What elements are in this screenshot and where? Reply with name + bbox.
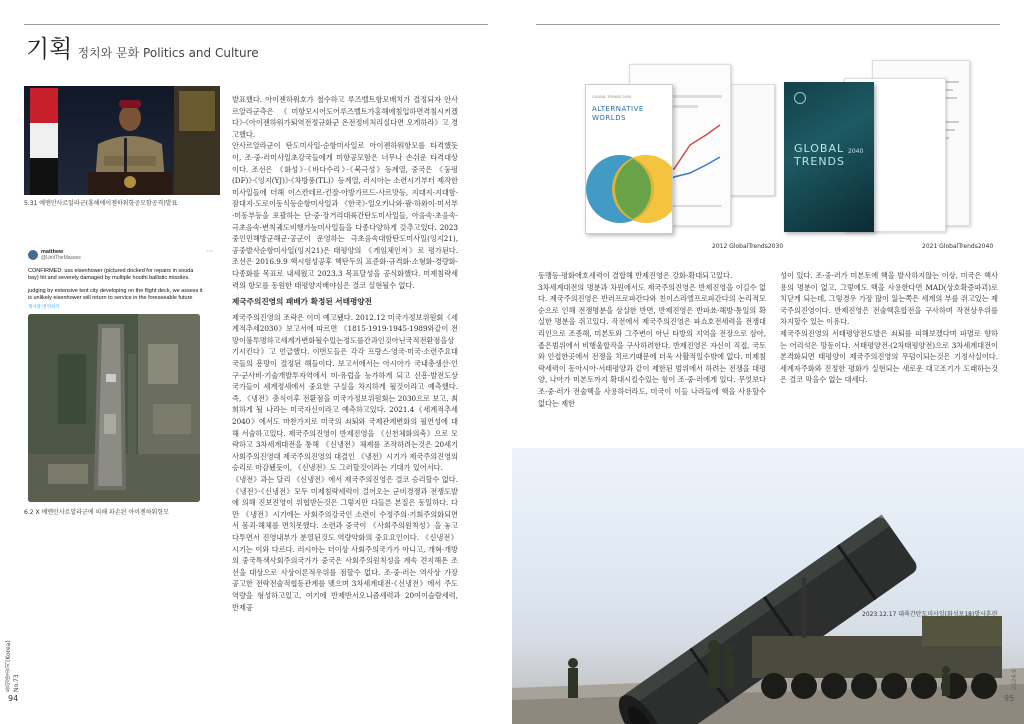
tweet-card — [24, 246, 220, 514]
header-rule-right — [536, 24, 1000, 25]
section-heading: 제국주의진영의 패배가 확정된 서태평양전 — [232, 297, 372, 307]
translate-link[interactable]: 게시물 번역하기 — [28, 304, 60, 309]
issue-date-label: 2024.9 — [1011, 669, 1018, 690]
tweet-text-2: judging by extensive tent city developing on the flight deck, we assess it is unlikely eisenhower will return to service in the foreseeable future — [28, 288, 203, 301]
report2-title-line1: GLOBAL — [794, 142, 845, 155]
press-conference-photo — [24, 86, 220, 195]
left-body-column — [232, 94, 458, 613]
report2-title-line2: TRENDS — [794, 155, 845, 168]
satellite-illustration — [28, 314, 200, 502]
right-page-number: 95 — [1004, 694, 1015, 703]
tweet-author: matthew — [41, 249, 64, 255]
avatar — [28, 250, 38, 260]
missile-caption: 2023.12.17 대륙간탄도미사일(화성포18)발사훈련 — [862, 611, 998, 618]
right-body-column-1 — [538, 270, 766, 409]
photo1-caption: 5.31 예멘안사르알라군(홍해에이젠하워항공모함공격)발표 — [24, 200, 178, 207]
paragraph: 안사르알라군이 탄도미사일·순항미사일로 아이젠하워항모를 타격했듯이, 조·중·러미사일초강국들에게 미항공모함은 너무나 손쉬운 타격대상이다. 조선은 《화성》·《바다수리》·《북극성》등계열, 중국은 《둥펑(DF)》·《잉지(YJ)》·《차방풍(TL)》등계열, 러시아는 소련시기부터 제작한 미사일들에 더해 이스칸데르·킨잘·아방가르드·사르맛등, 지대지·지대함·잠대지·도로이동식등순항미사일과 《한국》·일오키나와·괌·하와이·미서부·미동부등을 포괄하는 단·중·장거리대륙간탄도미사일들, 아음속·초음속·극초음속·변칙궤도비행가능미사일들을 다종다양하게 갖추고있다. 2023 중인민해방군해군·공군이 운영하는 극초음속대함탄도미사일(잉지21), 공중발사순항미사일(잉지21)은 태평양의 《게임체인저》로 평가된다. 조선은 2016.9.9 핵시험성공후 핵탄두의 표준화·규격화·소형화·경량화·다종화를 목표로 내세웠고 2023.3 목표달성을 공식화했다. 미제침략세력의 항모를 동원한 태평양지배야심은 결코 실현될수 없다. — [232, 141, 458, 290]
report1-caption: 2012 GlobalTrends2030 — [712, 243, 784, 250]
more-icon: ··· — [206, 248, 213, 255]
paragraph: 성이 있다. 조·중·러가 미본토에 핵을 발사하지않는 이상, 미국은 핵사용의 명분이 없고, 그렇에도 핵을 사용한다면 MAD(상호확증파괴)로 치닫게 되는데, 그렇경우 가장 많이 잃는쪽은 세계의 부를 쥐고있는 제국주의진영이다. 반제진영은 전술핵혼합전을 구사하며 작전상우위를 차지할수 있는 이유다. — [780, 271, 998, 327]
report2-emblem — [794, 92, 806, 104]
report1-title-line2: WORLDS — [592, 114, 627, 122]
tweet-text-1: CONFIRMED: uss eisenhower (pictured docked for repairs in souda bay) hit and severely damaged by multiple houthi ballistic missiles. — [28, 268, 194, 281]
report2-caption: 2021 GlobalTrends2040 — [922, 243, 994, 250]
section-header — [26, 29, 259, 64]
report-cover-2030 — [585, 84, 673, 234]
report1-title-line1: ALTERNATIVE — [592, 105, 644, 113]
magazine-side-label: 통일방송지(Korea) No.73 — [5, 640, 20, 692]
report-2030-covers — [585, 60, 775, 240]
left-page-number: 94 — [8, 694, 19, 703]
tweet-handle: @UnitTheMasses — [41, 255, 81, 261]
right-body-column-2 — [780, 270, 998, 386]
report1-small-label: GLOBAL TRENDS 2030 — [592, 95, 632, 99]
paragraph: 동맹등·평화애호세력이 결합해 반제진영은 강화·확대되고있다. — [538, 271, 733, 280]
paragraph: 발표했다. 아이젠하워호가 철수하고 루즈벨트항모배치가 결정되자 안사르알라군측은 《미항모시어도어루즈벨트가홍해에침입하면격침시키겠다》·《아이젠하워가퇴역전정규화군 온전정비처리실다면 오게하라》고 경고했다. — [232, 95, 458, 139]
header-rule-left — [24, 24, 488, 25]
photo2-caption: 6.2 X 예멘안사르알라군에 의해 파손된 아이젠하워항모 — [24, 509, 169, 516]
satellite-image — [28, 314, 200, 502]
report-cover-2040 — [784, 82, 874, 232]
paragraph: 《냉전》과는 달리 《신냉전》에서 제국주의진영은 결코 승리할수 없다. 《냉전》·《신냉전》모두 미제침략세력이 걸어오는 군비경쟁과 전쟁도발에 의해 진보진영이 위협받는것은 그렇지만 다들른 본질은 동일하다. 다만 《냉전》시기에는 사회주의강국인 소련이 수정주의·기회주의화되면서 몸괴·해체를 면치못했다. 소련과 중국이 《사회주의원칙성》을 놓고 다투면서 진영내부가 분열된것도 역량약화의 중요요인이다. 《신냉전》시기는 이와 다르다. 러시아는 더이상 사회주의국가가 아니고, 개혁·개방의 중국특색사회주의국가가 중국은 사회주의원칙성을 계속 견지해온 조선을 대상으로 사상이론적우위를 점할수 없다. 조·중·러는 역사상 가장 공고한 전략전술적협동관계를 맺으며 3차세계대전·《신냉전》에서 주도역량을 형성하고있고, 여기에 반제반서오니즘세력과 20여이슬람세력, 반제공 — [232, 475, 458, 612]
paragraph: 제국주의진영의 조락은 이미 예고됐다. 2012.12 미국가정보위원회《세계적추세2030》보고서에 따르면 《1815·1919·1945·1989와같이 전망이불투명하고세계가변화될수있는정도를간과인것아닌국적전환점을상기시킨다》고 언급했다. 이번도들은 각각 프랑스·영국·미국·소련주요대국들의 흥망이 결정된 해들이다. 보고서에서는 아시아가 국내총생산·인구·군사비·기술개발투자역에서 미·유럽을 능가하게 되고 신흥·발전도상국가들이 세계정세에서 중요한 구실을 차지하게 될것이라고 예측했다. 즉, 《냉전》총식이후 전환점을 미국가정보위원회는 2030으로 보고, 최희하게 될 나라는 미국자신이라고 예측하고있다. 2021.4《세계적추세2040》에서도 마찬가지로 미국의 쇠퇴와 국제관계변화의 필연성에 대해 서술하고있다. 제국주의진영이 반제진영을 《신천체화의축》으로 모략하고 3차세계대전을 통해 《신냉전》체제를 조작하려는것은 20세기 사회주의진영대 제국주의진영의 대결인 《냉전》시기가 제국주의진영의 승리로 마감됐듯이, 《신냉전》도 그러할것이라는 기대가 있어서다. — [232, 312, 458, 473]
missile-illustration — [512, 448, 1024, 724]
press-conference-illustration — [24, 86, 220, 195]
report-2040-covers — [784, 58, 984, 238]
section-subtitle: 정치와 문화 Politics and Culture — [77, 46, 259, 60]
report2-year: 2040 — [848, 148, 864, 155]
paragraph: 3차세계대전의 명분과 차원에서도 제국주의진영은 반제진영을 이길수 없다. 제국주의진영은 반러프로파간다와 친이스라엘프로파간다의 논리적모순으로 인해 전쟁명분을 상실한 반면, 반제진영은 반파쑈·해방·통일의 확실한 명분을 쥐고있다. 작전에서 제국주의진영은 파쇼호전세력을 전쟁대리인으로 조종해, 미본토와 그주변이 아닌 타방의 지역을 전장으로 삼아, 좁은범위에서 비행울합작을 구사하려한다. 반제진영은 자신이 직접, 국토와 인접한곳에서 전쟁을 치르기때문에 더욱 사활적일수밖에 없다. 미제침략세력이 동아시아·서태평양과 같이 제한된 범위에서 하려는 전쟁을 대평양, 나아가 미본토까지 확대시킬수있는 힘이 조·중·러에게 있다. 무엇보다 조·중·러가 전술핵을 사용하더라도, 미국이 이들 나라들에 핵을 사용할수 없다는 제한 — [538, 282, 766, 408]
globe-overlap-icon — [586, 145, 672, 233]
paragraph: 제국주의진영의 서태평양전도발은 쇠퇴를 피해보겠다며 파멸로 향하는 어리석은 망동이다. 서태평양전·(2차태평양전)으로 3차세계대전이 본격화되면 태평양이 제국주의진영의 무덤이되는것은 기정사실이다. 세계자주화와 진정한 평화가 실현되는 새로운 대고조기가 도래하는것은 결코 막을수 없는 대세다. — [780, 328, 998, 385]
missile-launch-photo — [512, 448, 1024, 724]
section-title: 기획 — [26, 35, 73, 63]
